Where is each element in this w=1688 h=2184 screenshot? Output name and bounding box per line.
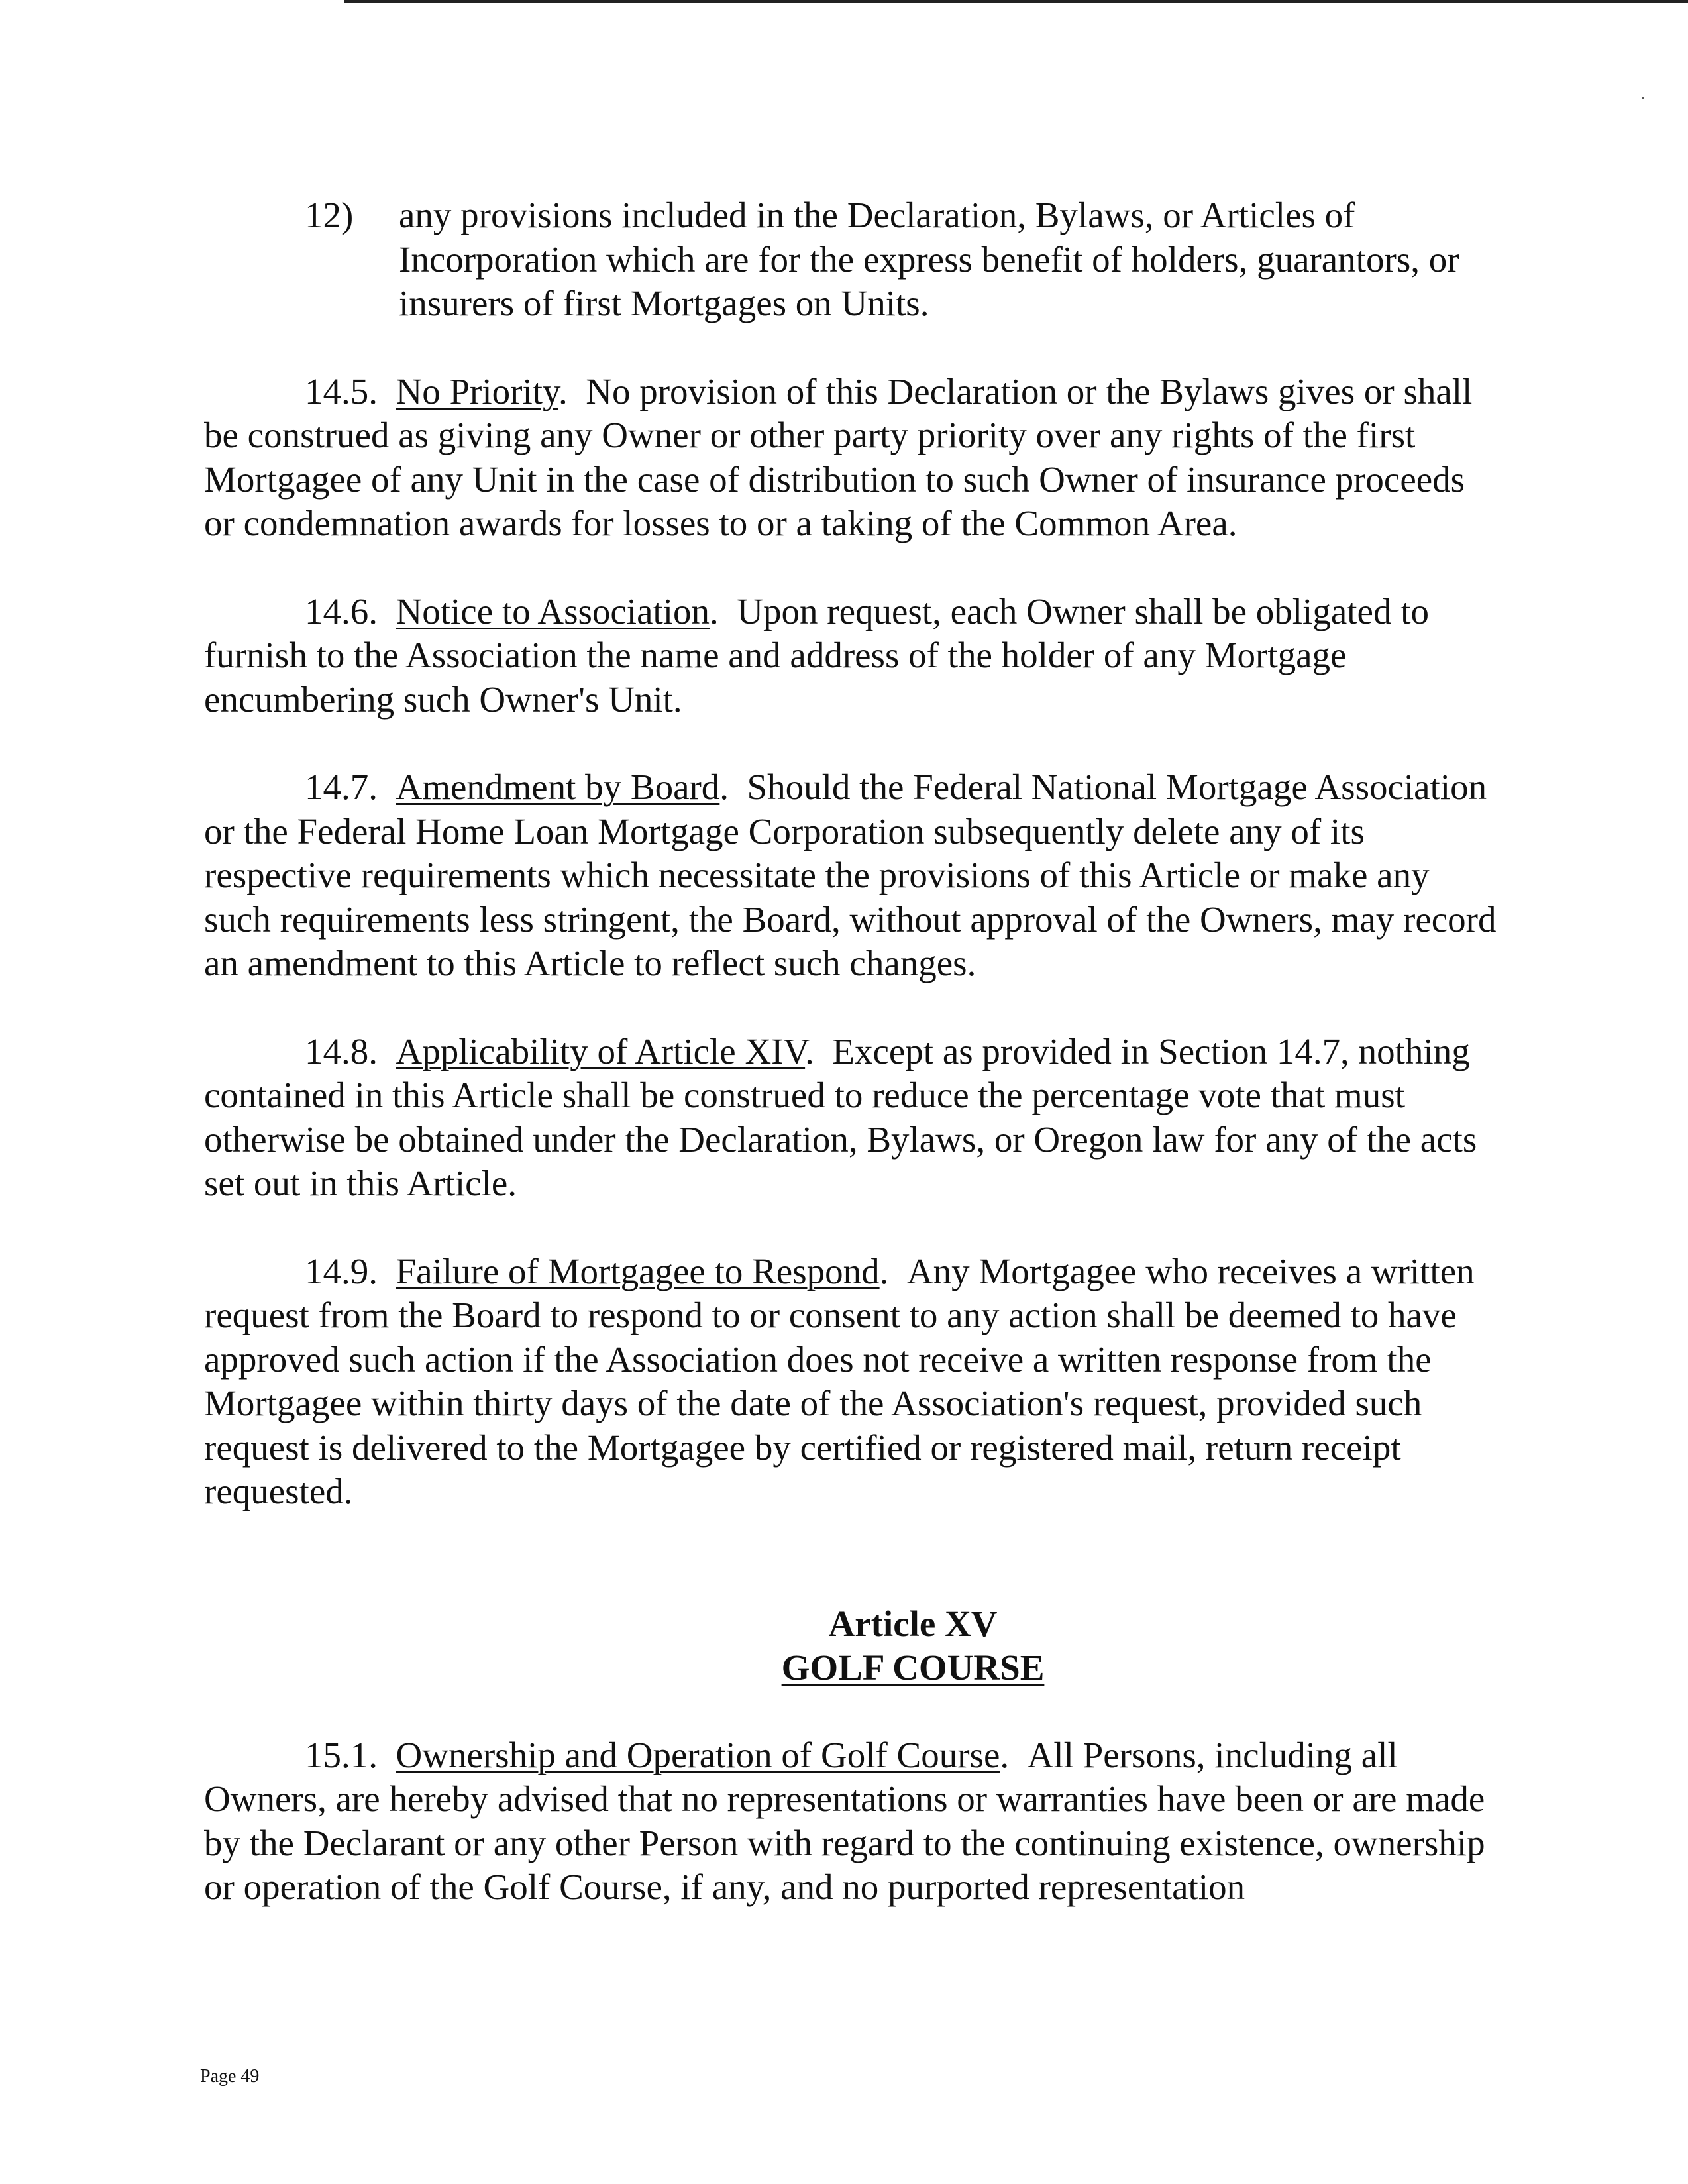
scan-speck	[1642, 97, 1644, 99]
section-number: 14.8.	[305, 1030, 378, 1071]
section-15-1: 15.1. Ownership and Operation of Golf Course. All Persons, including all Owners, are hereby advised that no representations or warranties have been or are made by the Declarant or any other Person with regard to the continuing existence, ownership or operation of the Golf Course, if any, and no purported representation	[204, 1734, 1485, 1907]
section-number: 14.7.	[305, 767, 378, 807]
top-border-line	[344, 0, 1688, 3]
section-title: Amendment by Board	[396, 767, 720, 807]
section-text: All Persons, including all Owners, are hereby advised that no representations or warranties have been or are made by the Declarant or any other Person with regard to the continuing existence, ownership or operation of the Golf Course, if any, and no purported representation	[204, 1734, 1485, 1907]
section-14-9: 14.9. Failure of Mortgagee to Respond. Any Mortgagee who receives a written request from the Board to respond to or consent to any action shall be deemed to have approved such action if the Association does not receive a written response from the Mortgagee within thirty days of the date of the Association's request, provided such request is delivered to the Mortgagee by certified or registered mail, return receipt requested.	[204, 1250, 1475, 1511]
section-text: Any Mortgagee who receives a written request from the Board to respond to or consent to any action shall be deemed to have approved such action if the Association does not receive a written response from the Mortgagee within thirty days of the date of the Association's request, provided such request is delivered to the Mortgagee by certified or registered mail, return receipt requested.	[204, 1250, 1475, 1511]
section-14-8: 14.8. Applicability of Article XIV. Except as provided in Section 14.7, nothing contained in this Article shall be construed to reduce the percentage vote that must otherwise be obtained under the Declaration, Bylaws, or Oregon law for any of the acts set out in this Article.	[204, 1030, 1477, 1203]
document-body	[204, 193, 1503, 1910]
section-title: No Priority	[396, 370, 558, 411]
section-text: Except as provided in Section 14.7, nothing contained in this Article shall be construed to reduce the percentage vote that must otherwise be obtained under the Declaration, Bylaws, or Oregon law for any of the acts set out in this Article.	[204, 1030, 1477, 1203]
section-14-5: 14.5. No Priority. No provision of this Declaration or the Bylaws gives or shall be construed as giving any Owner or other party priority over any rights of the first Mortgagee of any Unit in the case of distribution to such Owner of insurance proceeds or condemnation awards for losses to or a taking of the Common Area.	[204, 370, 1473, 543]
section-number: 14.5.	[305, 370, 378, 411]
section-text: No provision of this Declaration or the Bylaws gives or shall be construed as giving any Owner or other party priority over any rights of the first Mortgagee of any Unit in the case of distribution to such Owner of insurance proceeds or condemnation awards for losses to or a taking of the Common Area.	[204, 370, 1473, 543]
section-14-7: 14.7. Amendment by Board. Should the Federal National Mortgage Association or the Federal Home Loan Mortgage Corporation subsequently delete any of its respective requirements which necessitate the provisions of this Article or make any such requirements less stringent, the Board, without approval of the Owners, may record an amendment to this Article to reflect such changes.	[204, 767, 1497, 983]
section-number: 15.1.	[305, 1734, 378, 1775]
article-heading: Article XV	[828, 1603, 998, 1644]
section-title: Ownership and Operation of Golf Course	[396, 1734, 1000, 1775]
section-title: Notice to Association	[396, 590, 710, 631]
list-item-number: 12)	[305, 195, 354, 235]
section-title: Applicability of Article XIV	[396, 1030, 806, 1071]
list-item-12	[204, 193, 1503, 326]
section-number: 14.9.	[305, 1250, 378, 1291]
section-text: Should the Federal National Mortgage Association or the Federal Home Loan Mortgage Corporation subsequently delete any of its respective requirements which necessitate the provisions of this Article or make any such requirements less stringent, the Board, without approval of the Owners, may record an amendment to this Article to reflect such changes.	[204, 767, 1497, 983]
list-item-text: any provisions included in the Declaration, Bylaws, or Articles of Incorporation which are for the express benefit of holders, guarantors, or insurers of first Mortgages on Units.	[399, 195, 1459, 323]
section-title: Failure of Mortgagee to Respond	[396, 1250, 880, 1291]
article-heading-block	[204, 1602, 1503, 1690]
section-text: Upon request, each Owner shall be obligated to furnish to the Association the name and address of the holder of any Mortgage encumbering such Owner's Unit.	[204, 590, 1429, 720]
section-14-6: 14.6. Notice to Association. Upon request, each Owner shall be obligated to furnish to the Association the name and address of the holder of any Mortgage encumbering such Owner's Unit.	[204, 590, 1429, 720]
section-number: 14.6.	[305, 590, 378, 631]
page-number-label: Page 49	[200, 2066, 260, 2087]
article-subheading: GOLF COURSE	[781, 1647, 1045, 1688]
